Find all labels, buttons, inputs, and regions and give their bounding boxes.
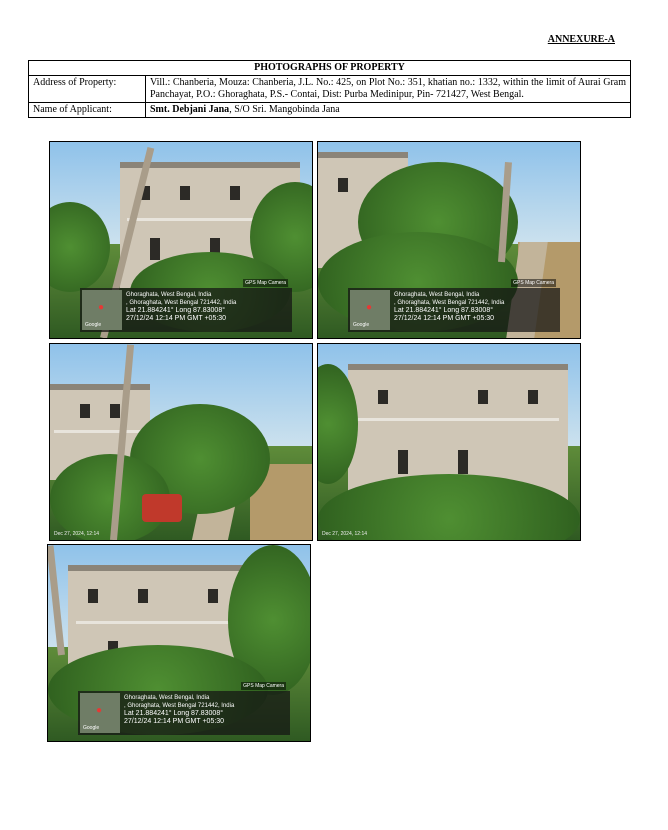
gps-line-1: Ghoraghata, West Bengal, India — [124, 695, 210, 701]
gps-brand: GPS Map Camera — [245, 280, 286, 286]
annexure-label: ANNEXURE-A — [547, 34, 615, 45]
address-value: Vill.: Chanberia, Mouza: Chanberia, J.L. No.: 425, on Plot No.: 351, khatian no.: 1332, within the limit of Aurai Gram Panchayat, P.O.: Ghoraghata, P.S.- Contai, Dist: Purba Medinipur, Pin- 721427, West Bengal. — [146, 76, 631, 103]
photo-timestamp: Dec 27, 2024, 12:14 — [322, 531, 368, 537]
gps-timestamp: 27/12/24 12:14 PM GMT +05:30 — [394, 315, 495, 322]
applicant-name: Smt. Debjani Jana — [150, 104, 230, 115]
applicant-value — [146, 103, 631, 118]
property-photo-5 — [47, 544, 311, 742]
gps-brand: GPS Map Camera — [513, 280, 554, 286]
gps-line-1: Ghoraghata, West Bengal, India — [394, 292, 480, 298]
property-photo-2 — [317, 141, 581, 339]
gps-timestamp: 27/12/24 12:14 PM GMT +05:30 — [126, 315, 227, 322]
gps-line-2: , Ghoraghata, West Bengal 721442, India — [126, 300, 237, 306]
gps-coordinates: Lat 21.884241° Long 87.83008° — [126, 307, 226, 314]
table-header: PHOTOGRAPHS OF PROPERTY — [29, 61, 631, 76]
gps-overlay — [348, 280, 560, 332]
map-label: Google — [85, 322, 102, 328]
gps-coordinates: Lat 21.884241° Long 87.83008° — [124, 710, 224, 717]
gps-line-2: , Ghoraghata, West Bengal 721442, India — [394, 300, 505, 306]
mini-map — [80, 693, 120, 733]
gps-brand: GPS Map Camera — [243, 683, 284, 689]
map-pin-icon: ● — [96, 705, 103, 716]
map-pin-icon: ● — [98, 302, 105, 313]
mini-map — [350, 290, 390, 330]
map-pin-icon: ● — [366, 302, 373, 313]
gps-timestamp: 27/12/24 12:14 PM GMT +05:30 — [124, 718, 225, 725]
property-photo-3 — [49, 343, 313, 541]
applicant-label: Name of Applicant: — [29, 103, 146, 118]
map-label: Google — [83, 725, 100, 731]
gps-coordinates: Lat 21.884241° Long 87.83008° — [394, 307, 494, 314]
property-photo-1 — [49, 141, 313, 339]
address-label: Address of Property: — [29, 76, 146, 103]
property-photo-4 — [317, 343, 581, 541]
mini-map — [82, 290, 122, 330]
gps-overlay — [78, 683, 290, 735]
applicant-relation: , S/O Sri. Mangobinda Jana — [229, 104, 340, 115]
property-info-table — [28, 60, 631, 118]
gps-line-2: , Ghoraghata, West Bengal 721442, India — [124, 703, 235, 709]
gps-line-1: Ghoraghata, West Bengal, India — [126, 292, 212, 298]
map-label: Google — [353, 322, 370, 328]
photo-timestamp: Dec 27, 2024, 12:14 — [54, 531, 100, 537]
gps-overlay — [80, 280, 292, 332]
